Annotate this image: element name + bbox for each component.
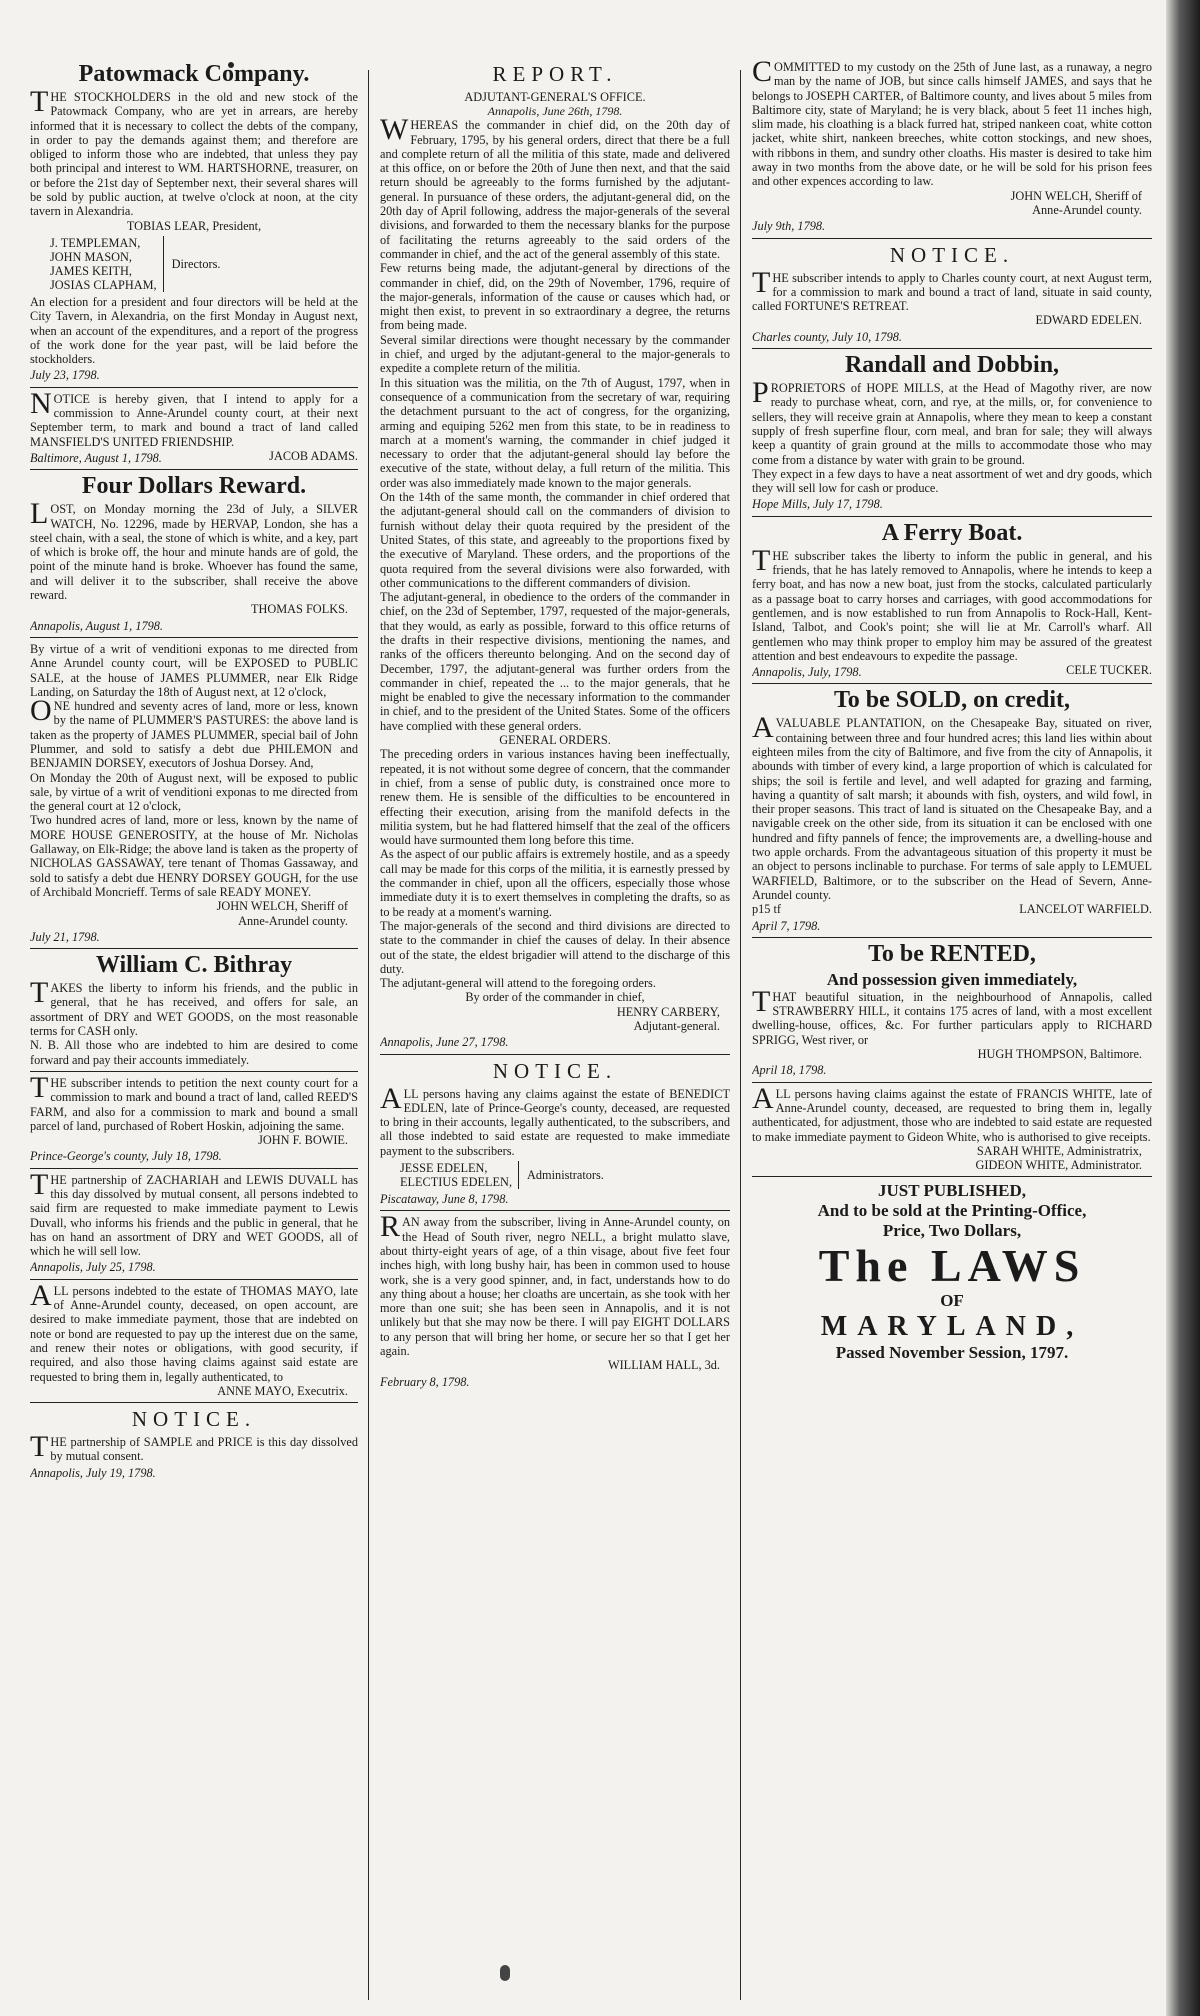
report-signer: HENRY CARBERY, xyxy=(616,1004,720,1019)
ad-heading: Randall and Dobbin, xyxy=(844,352,1060,379)
report-office: ADJUTANT-GENERAL'S OFFICE. xyxy=(464,90,646,104)
runaway-ad xyxy=(380,1210,730,1393)
report-date: Annapolis, June 26th, 1798. xyxy=(487,104,623,119)
ad-body: They expect in a few days to have a neat assortment of wet and dry goods, which they will sell low for cash or produce. xyxy=(752,466,1152,496)
ad-body: THAT beautiful situation, in the neighbourhood of Annapolis, called STRAWBERRY HILL, it contains 175 acres of land, with a most excellent dwelling-house, offices, &c. For further particulars apply to RICHARD SPRIGG, West river, or xyxy=(752,984,1152,1047)
ad-heading: Four Dollars Reward. xyxy=(81,473,307,500)
report-paragraph: As the aspect of our public affairs is extremely hostile, and as a speedy call may be made for this corps of the militia, it is earnestly pressed by the commander in chief, upon all the officers, especially those whose immediate duty it is to exert themselves in completing the drafts, so as to be ready at a moment's warning. xyxy=(380,847,730,919)
ad-body: Two hundred acres of land, more or less, known by the name of MORE HOUSE GENEROSITY, at the house of Mr. Nicholas Gallaway, on Elk-Ridge; the above land is taken as the property of NICHOLAS GASSAWAY, tere tenant of Thomas Gassaway, and sold to satisfy a debt due HENRY DORSEY GOUGH, for the use of Archibald Moncrieff. Terms of sale READY MONEY. xyxy=(30,813,358,899)
ad-signer: JESSE EDELEN, xyxy=(400,1161,488,1176)
potowmack-ad xyxy=(30,62,358,388)
committed-notice xyxy=(752,60,1152,239)
ad-signer: THOMAS FOLKS. xyxy=(250,602,348,617)
ad-heading: William C. Bithray xyxy=(95,952,293,979)
ad-date: April 7, 1798. xyxy=(752,918,821,933)
director-name: JAMES KEITH, xyxy=(50,263,132,278)
reward-ad xyxy=(30,474,358,638)
ad-body: THE STOCKHOLDERS in the old and new stock of the Patowmack Company, who are yet in arrears, are hereby informed that it is necessary to collect the debts of the company, in order to pay the demands against them; and therefore are obliged to inform those who are indebted, that unless they pay both principal and interest to WM. HARTSHORNE, treasurer, on or before the 21st day of September next, their several shares will be sold by public auction, at twelve o'clock at noon, at the city tavern in Alexandria. xyxy=(30,85,358,219)
ad-body: On Monday the 20th of August next, will be exposed to public sale, by virtue of a writ of venditioni exponas to me directed from the general court at 12 o'clock, xyxy=(30,770,358,814)
rented-ad xyxy=(752,942,1152,1083)
director-name: JOHN MASON, xyxy=(50,249,132,264)
ad-date: Baltimore, August 1, 1798. xyxy=(30,450,162,465)
ad-body: ALL persons having claims against the estate of FRANCIS WHITE, late of Anne-Arundel county, deceased, are requested to bring them in, legally authenticated, for adjustment, those who are indebted to said estate are requested to make immediate payment to Gideon White, who is authorised to give receipts. xyxy=(752,1081,1152,1144)
ad-role: Administrators. xyxy=(527,1168,604,1183)
ad-signer: WILLIAM HALL, 3d. xyxy=(607,1358,720,1373)
ad-heading: Patowmack Company. xyxy=(78,61,310,87)
ad-code: p15 tf xyxy=(752,902,782,917)
ad-signer: LANCELOT WARFIELD. xyxy=(1019,902,1152,917)
ad-signer: JOHN WELCH, Sheriff of xyxy=(216,899,348,914)
ferry-ad xyxy=(752,521,1152,685)
director-name: J. TEMPLEMAN, xyxy=(50,235,141,250)
ad-body: ALL persons indebted to the estate of THOMAS MAYO, late of Anne-Arundel county, deceased, on open account, are desired to make immediate payment, those that are indebted on note or bond are requested to pay up the interest due on the same, and renew their notes or obligations, with good security, if required, and also those having claims against said estate are requested to bring them in, legally authenticated, to xyxy=(30,1278,358,1384)
ad-date: July 9th, 1798. xyxy=(752,219,826,234)
laws-line: JUST PUBLISHED, xyxy=(877,1181,1026,1201)
ad-date: Hope Mills, July 17, 1798. xyxy=(752,497,883,512)
report-by: By order of the commander in chief, xyxy=(465,990,645,1005)
ad-date: Charles county, July 10, 1798. xyxy=(752,329,902,344)
ad-body: THE partnership of ZACHARIAH and LEWIS DUVALL has this day dissolved by mutual consent, all persons indebted to said firm are requested to make immediate payment to Lewis Duvall, who informs his friends and the public in general, that he has on hand an assortment of DRY and WET GOODS, all of which he will sell low. xyxy=(30,1167,358,1259)
laws-state: MARYLAND, xyxy=(820,1311,1084,1343)
report-paragraph: The adjutant-general, in obedience to the orders of the commander in chief, on the 23d of September, 1797, requested of the major-generals, that they would, as early as possible, forward to this office returns of the drafts in their respective divisions, mentioning the names, and ranks of the officers thereunto belonging. And on the second day of December, 1797, the adjutant-general was further orders from the commander in chief, repeated the ... to the major generals, that he might be enabled to give the necessary information to the commander in chief, and to the president of the United States. Some of the officers have complied with these general orders. xyxy=(380,590,730,733)
ad-signer: Anne-Arundel county. xyxy=(1032,202,1142,217)
report-paragraph: The adjutant-general will attend to the foregoing orders. xyxy=(380,976,656,991)
report-paragraph: Several similar directions were thought necessary by the commander in chief, and urged by the adjutant-general to the major-generals to expedite a complete return of the militia. xyxy=(380,332,730,376)
ad-body: THE partnership of SAMPLE and PRICE is this day dissolved by mutual consent. xyxy=(30,1430,358,1464)
ad-date: April 18, 1798. xyxy=(752,1063,827,1078)
ad-signer: JOHN WELCH, Sheriff of xyxy=(1010,188,1142,203)
middle-column xyxy=(380,60,730,2005)
ad-date: Annapolis, July, 1798. xyxy=(752,665,862,680)
ad-signer: SARAH WHITE, Administratrix, xyxy=(976,1143,1142,1158)
ad-body: By virtue of a writ of venditioni exponas to me directed from Anne Arundel county court, will be EXPOSED to PUBLIC SALE, at the house of JAMES PLUMMER, near Elk Ridge Landing, on Saturday the 18th of August next, at 12 o'clock, xyxy=(30,641,358,699)
report-signer-role: Adjutant-general. xyxy=(633,1019,720,1033)
duvall-notice xyxy=(30,1167,358,1280)
ad-note: An election for a president and four directors will be held at the City Tavern, in Alexandria, on the first Monday in August next, when an account of the expenditures, and a report of the progress of the work done for the year past, will be laid before the stockholders. xyxy=(30,294,358,367)
print-mark xyxy=(500,1965,510,1981)
ad-body: THE subscriber intends to petition the next county court for a commission to mark and bound a tract of land, called REED'S FARM, and also for a commission to mark and bound a small parcel of land, purchased of Robert Hoskin, adjoining the same. xyxy=(30,1070,358,1133)
ad-date: February 8, 1798. xyxy=(380,1374,470,1389)
page-edge-shadow xyxy=(1166,0,1200,2016)
bithray-ad xyxy=(30,953,358,1072)
ad-heading: NOTICE. xyxy=(492,1058,618,1083)
laws-ad xyxy=(752,1181,1152,1367)
laws-of: OF xyxy=(940,1291,964,1311)
ad-body: THE subscriber takes the liberty to inform the public in general, and his friends, that he has lately removed to Annapolis, where he intends to keep a ferry boat, and has now a new boat, just from the stocks, calculated particularly as a passage boat to carry horses and carriages, with good accommodations for gentlemen, and is now established to run from Annapolis to Rock-Hall, Kent-Island, Talbot, and Cook's point; she will lie at Mr. Carroll's wharf. All gentlemen who may think proper to employ him may be assured of the greatest attention and best endeavours to expedite the passage. xyxy=(752,543,1152,663)
column-rule xyxy=(740,70,741,2000)
ad-signer: HUGH THOMPSON, Baltimore. xyxy=(977,1047,1142,1062)
report-paragraph: The preceding orders in various instances having been ineffectually, repeated, it is not without some degree of concern, that the commander in chief, from a sense of public duty, is constrained once more to renew them. He is sensible of the difficulties to be encountered in effecting their execution, arising from the manifold defects in the militia system, but he had flattered himself that the zeal of the officers would have surmounted them long before this time. xyxy=(380,747,730,848)
bowie-notice xyxy=(30,1070,358,1169)
ad-signer: ANNE MAYO, Executrix. xyxy=(217,1383,348,1398)
ad-body: ONE hundred and seventy acres of land, more or less, known by the name of PLUMMER'S PASTURES: the above land is taken as the property of JAMES PLUMMER, special bail of John Plummer, and sold to satisfy a debt due PHILEMON and BENJAMIN DORSEY, executors of Joshua Dorsey. And, xyxy=(30,694,358,771)
sheriff-sale-ad xyxy=(30,642,358,949)
report-subheading: GENERAL ORDERS. xyxy=(499,733,611,748)
report-paragraph: In this situation was the militia, on the 7th of August, 1797, when in consequence of a communication from the secretary of war, requiring the detachment pursuant to the act of congress, for the organizing, arming and equiping 5262 men from this state, to be in readiness to march at a moment's warning, the commander in chief judged it necessary to order that the adjutant-general should lay before the executive of the state, without delay, a full return of the militia. This order was also immediately made known to the major generals. xyxy=(380,375,730,490)
directors-label: Directors. xyxy=(171,256,221,271)
laws-line: And to be sold at the Printing-Office, xyxy=(817,1201,1087,1221)
left-column xyxy=(30,60,358,2005)
partnership-notice xyxy=(30,1407,358,1484)
white-notice xyxy=(752,1081,1152,1178)
report-date2: Annapolis, June 27, 1798. xyxy=(380,1035,509,1050)
report-paragraph: WHEREAS the commander in chief did, on the 20th day of February, 1795, by his general orders, direct that there be a full and complete return of all the militia of this state, made and delivered at this office, on or before the 20th of June then next, and that the said return should be agreeably to the forms furnished by the adjutant-general. In pursuance of these orders, the adjutant-general did, on the 20th day of April following, address the major-generals of the several divisions, and forwarded to them the necessary blanks for the purpose of facilitating the returns agreeably to the said orders of the commander in chief, and the act of the general assembly of this state. xyxy=(380,113,730,261)
ad-signer: GIDEON WHITE, Administrator. xyxy=(975,1158,1142,1173)
ad-signer: Anne-Arundel county. xyxy=(238,913,348,928)
ad-heading: A Ferry Boat. xyxy=(881,519,1023,546)
ad-body: ALL persons having any claims against the estate of BENEDICT EDLEN, late of Prince-George's county, deceased, are requested to bring in their accounts, legally authenticated, to the subscribers, and all those indebted to said estate are requested to make immediate payment to the subscribers. xyxy=(380,1081,730,1158)
ad-date: Piscataway, June 8, 1798. xyxy=(380,1192,509,1207)
right-column xyxy=(752,60,1152,2005)
laws-line: Price, Two Dollars, xyxy=(882,1221,1022,1241)
ad-date: Annapolis, August 1, 1798. xyxy=(30,618,163,633)
ad-heading: NOTICE. xyxy=(889,242,1015,267)
ad-signer: EDWARD EDELEN. xyxy=(1035,313,1142,328)
ad-body: AVALUABLE PLANTATION, on the Chesapeake Bay, situated on river, containing between three and four hundred acres; this land lies within about eighteen miles from the city of Baltimore, and five from the city of Annapolis, it abounds with timber of every kind, a large proportion of which is calculated for ships; the soil is fertile and level, and well adapted for grazing and farming, having a quantity of salt marsh; it abounds with fish, oysters, and wild fowl, in their proper seasons. This tract of land is situated on the Chesapeake Bay, and a navigable creek on the other side, from its situation it can be enclosed with one hundred and fifty pannels of fence; the improvements are, a dwelling-house and two apple orchards. From the advantageous situation of this property it must be an object to persons inclinable to purchase. For terms of sale apply to LEMUEL WARFIELD, Baltimore, or to the subscriber on the Head of Severn, Anne-Arundel county. xyxy=(752,711,1152,902)
laws-session: Passed November Session, 1797. xyxy=(835,1343,1069,1363)
ad-body: LOST, on Monday morning the 23d of July, a SILVER WATCH, No. 12296, made by HERVAP, London, she has a steel chain, with a seal, the stone of which is white, and a key, part of which is broke off, the hour and minute hands are of gold, the point of the minute hand is broke. Whoever has found the same, and will deliver it to the subscriber, shall receive the above reward. xyxy=(30,497,358,603)
directors-list xyxy=(50,236,358,292)
report-paragraph: Few returns being made, the adjutant-general by directions of the commander in chief, did, on the 29th of November, 1796, require of the major-generals, information of the cause or causes which had, or might then exist, to prevent in so extraordinary a degree, the returns from being made. xyxy=(380,261,730,333)
ad-date: Annapolis, July 25, 1798. xyxy=(30,1260,156,1275)
ad-date: July 23, 1798. xyxy=(30,368,100,383)
ad-date: Annapolis, July 19, 1798. xyxy=(30,1465,156,1480)
sale-ad xyxy=(752,688,1152,937)
ad-note: N. B. All those who are indebted to him are desired to come forward and pay their accounts immediately. xyxy=(30,1038,358,1067)
ad-body: COMMITTED to my custody on the 25th of June last, as a runaway, a negro man by the name of JOB, but since calls himself JAMES, and says that he belongs to JOSEPH CARTER, of Baltimore county, and lives about 5 miles from Baltimore city, state of Maryland; he is very black, about 5 feet 11 inches high, slim made, his cloathing is a black furred hat, striped nankeen coat, white cotton jacket, white shirt, nankeen breeches, white cotton stockings, and new shoes, with ribbons in them, and sundry other cloaths. His master is desired to take him away in two months from the above date, or he will be sold for his prison fees and other expences according to law. xyxy=(752,60,1152,189)
ad-body: PROPRIETORS of HOPE MILLS, at the Head of Magothy river, are now ready to purchase wheat, corn, and rye, at the mills, or, for convenience to sellers, they will receive grain at Annapolis, where they mean to keep a constant supply of fresh superfine flour, corn meal, and bran for sale; they will always keep a quantity of grain ground at the mills to accommodate those who may come from a distance by water with grain to be ground. xyxy=(752,376,1152,467)
ad-heading: NOTICE. xyxy=(131,1407,257,1432)
ad-signer: CELE TUCKER. xyxy=(1066,663,1152,678)
ad-body: NOTICE is hereby given, that I intend to apply for a commission to Anne-Arundel county court, at their next September term, to mark and bound a tract of land called MANSFIELD'S UNITED FRIENDSHIP. xyxy=(30,386,358,449)
ad-signer: JOHN F. BOWIE. xyxy=(258,1133,348,1148)
mayo-notice xyxy=(30,1278,358,1403)
ad-body: TAKES the liberty to inform his friends, and the public in general, that he has received, and offers for sale, an assortment of DRY and WET GOODS, on the most reasonable terms for CASH only. xyxy=(30,976,358,1039)
ad-heading: To be SOLD, on credit, xyxy=(833,687,1071,714)
column-rule xyxy=(368,70,369,2000)
charles-notice xyxy=(752,243,1152,349)
ad-subheading: And possession given immediately, xyxy=(826,969,1078,989)
report-paragraph: The major-generals of the second and third divisions are directed to state to the commander in chief the causes of delay. In their absence out of the state, the eldest brigadier will attend to the discharge of this duty. xyxy=(380,918,730,976)
report-heading: REPORT. xyxy=(492,62,618,86)
edelen-notice xyxy=(380,1059,730,1212)
randall-ad xyxy=(752,353,1152,517)
adams-notice xyxy=(30,386,358,470)
ad-heading: To be RENTED, xyxy=(868,940,1036,967)
report-article xyxy=(380,62,730,1055)
newspaper-sheet xyxy=(18,60,1158,2010)
administrators xyxy=(400,1161,730,1189)
ad-body: THE subscriber intends to apply to Charles county court, at next August term, for a commission to mark and bound a tract of land, situate in said county, called FORTUNE'S RETREAT. xyxy=(752,265,1152,314)
director-name: JOSIAS CLAPHAM, xyxy=(50,277,157,292)
laws-title: The LAWS xyxy=(818,1240,1086,1292)
president: TOBIAS LEAR, President, xyxy=(126,218,262,233)
ad-date: Prince-George's county, July 18, 1798. xyxy=(30,1149,222,1164)
ad-date: July 21, 1798. xyxy=(30,929,100,944)
ad-signer: ELECTIUS EDELEN, xyxy=(400,1175,513,1190)
report-paragraph: On the 14th of the same month, the commander in chief ordered that the adjutant-general should call on the commanders of division to furnish without delay their quota required by the president of the United States, of this state, and agreeably to the proportions fixed by the executive of Maryland. These orders, and the proportions of the quota required from the several divisions were also forwarded, with other communications to the different commanders of division. xyxy=(380,490,730,590)
ad-signer: JACOB ADAMS. xyxy=(269,448,358,463)
ad-body: RAN away from the subscriber, living in Anne-Arundel county, on the Head of South river, negro NELL, a bright mulatto slave, about thirty-eight years of age, of a thin visage, about five feet four inches high, with long bushy hair, has been in common used to house work, she is a very good spinner, and, in fact, understands how to do any thing about a house; her cloaths are uncertain, as she took with her more than one suit; she has been seen in Annapolis, and it is not unlikely but that she may now be there. I will pay EIGHT DOLLARS to any person that will bring her home, or secure her so that I get her again. xyxy=(380,1210,730,1359)
